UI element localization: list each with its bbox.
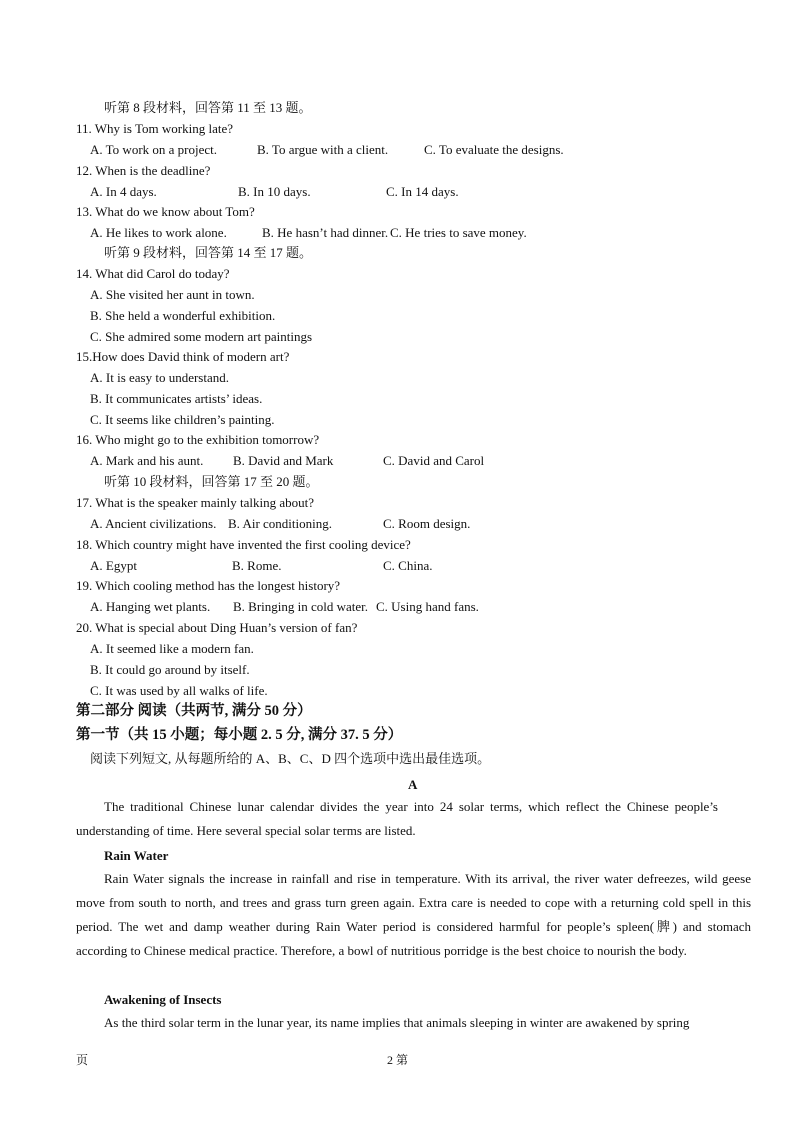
option-14b: B. She held a wonderful exhibition. (90, 308, 276, 323)
question-16: 16. Who might go to the exhibition tomorrow? (76, 432, 320, 447)
option-14c: C. She admired some modern art paintings (90, 329, 313, 344)
option-19c: C. Using hand fans. (376, 599, 479, 614)
question-17: 17. What is the speaker mainly talking about? (76, 495, 315, 510)
option-19b: B. Bringing in cold water. (233, 599, 369, 614)
footer-page-label: 页 (76, 1053, 89, 1067)
option-15a: A. It is easy to understand. (90, 370, 230, 385)
option-18c: C. China. (383, 558, 433, 573)
option-12b: B. In 10 days. (238, 184, 311, 199)
option-17c: C. Room design. (383, 516, 471, 531)
option-20c: C. It was used by all walks of life. (90, 683, 268, 698)
question-17-options (90, 516, 790, 532)
question-18-options (90, 558, 790, 574)
option-20a: A. It seemed like a modern fan. (90, 641, 254, 656)
option-12c: C. In 14 days. (386, 184, 459, 199)
option-11c: C. To evaluate the designs. (424, 142, 564, 157)
paragraph-rain-water: Rain Water signals the increase in rainfall and rise in temperature. With its arrival, the river water defreezes, wild geese move from south to north, and trees and grass turn green again. Extra care is needed to cope with a returning cold spell in this period. The wet and damp weather during Rain Water period is considered harmful for people’s spleen(脾) and stomach according to Chinese medical practice. Therefore, a bowl of nutritious porridge is the best choice to nourish the body. (76, 871, 751, 958)
option-13a: A. He likes to work alone. (90, 225, 227, 240)
option-15c: C. It seems like children’s painting. (90, 412, 275, 427)
option-17a: A. Ancient civilizations. (90, 516, 217, 531)
section-one-heading: 第一节（共 15 小题；每小题 2. 5 分, 满分 37. 5 分） (76, 727, 403, 743)
question-12-options (90, 184, 790, 200)
question-13: 13. What do we know about Tom? (76, 204, 255, 219)
option-16c: C. David and Carol (383, 453, 485, 468)
option-14a: A. She visited her aunt in town. (90, 287, 255, 302)
question-19: 19. Which cooling method has the longest history? (76, 578, 341, 593)
option-11b: B. To argue with a client. (257, 142, 389, 157)
heading-rain-water: Rain Water (104, 848, 169, 863)
question-11-options (90, 142, 790, 158)
option-16a: A. Mark and his aunt. (90, 453, 204, 468)
question-11: 11. Why is Tom working late? (76, 121, 233, 136)
option-12a: A. In 4 days. (90, 184, 157, 199)
question-16-options (90, 453, 790, 469)
option-19a: A. Hanging wet plants. (90, 599, 211, 614)
question-15: 15.How does David think of modern art? (76, 349, 290, 364)
option-18b: B. Rome. (232, 558, 282, 573)
question-14: 14. What did Carol do today? (76, 266, 230, 281)
listening-instruction-9: 听第 9 段材料，回答第 14 至 17 题。 (104, 245, 313, 260)
option-13b: B. He hasn’t had dinner. (262, 225, 389, 240)
part-two-heading: 第二部分 阅读（共两节, 满分 50 分） (76, 703, 312, 719)
passage-letter: A (408, 777, 418, 792)
passage-intro: The traditional Chinese lunar calendar divides the year into 24 solar terms, which reflect the Chinese people’s understanding of time. Here several special solar terms are listed. (76, 799, 718, 838)
reading-instruction: 阅读下列短文, 从每题所给的 A、B、C、D 四个选项中选出最佳选项。 (90, 751, 491, 766)
listening-instruction-8: 听第 8 段材料，回答第 11 至 13 题。 (104, 100, 312, 115)
heading-awakening-of-insects: Awakening of Insects (104, 992, 222, 1007)
option-13c: C. He tries to save money. (390, 225, 527, 240)
option-17b: B. Air conditioning. (228, 516, 332, 531)
footer-page-number: 2 第 (387, 1053, 409, 1067)
paragraph-awakening-of-insects: As the third solar term in the lunar year, its name implies that animals sleeping in winter are awakened by spring (104, 1015, 690, 1030)
question-20: 20. What is special about Ding Huan’s version of fan? (76, 620, 358, 635)
option-15b: B. It communicates artists’ ideas. (90, 391, 263, 406)
option-20b: B. It could go around by itself. (90, 662, 250, 677)
option-18a: A. Egypt (90, 558, 137, 573)
question-18: 18. Which country might have invented the first cooling device? (76, 537, 411, 552)
option-11a: A. To work on a project. (90, 142, 218, 157)
question-19-options (90, 599, 790, 615)
question-12: 12. When is the deadline? (76, 163, 211, 178)
option-16b: B. David and Mark (233, 453, 334, 468)
question-13-options (90, 225, 790, 241)
listening-instruction-10: 听第 10 段材料，回答第 17 至 20 题。 (104, 474, 319, 489)
